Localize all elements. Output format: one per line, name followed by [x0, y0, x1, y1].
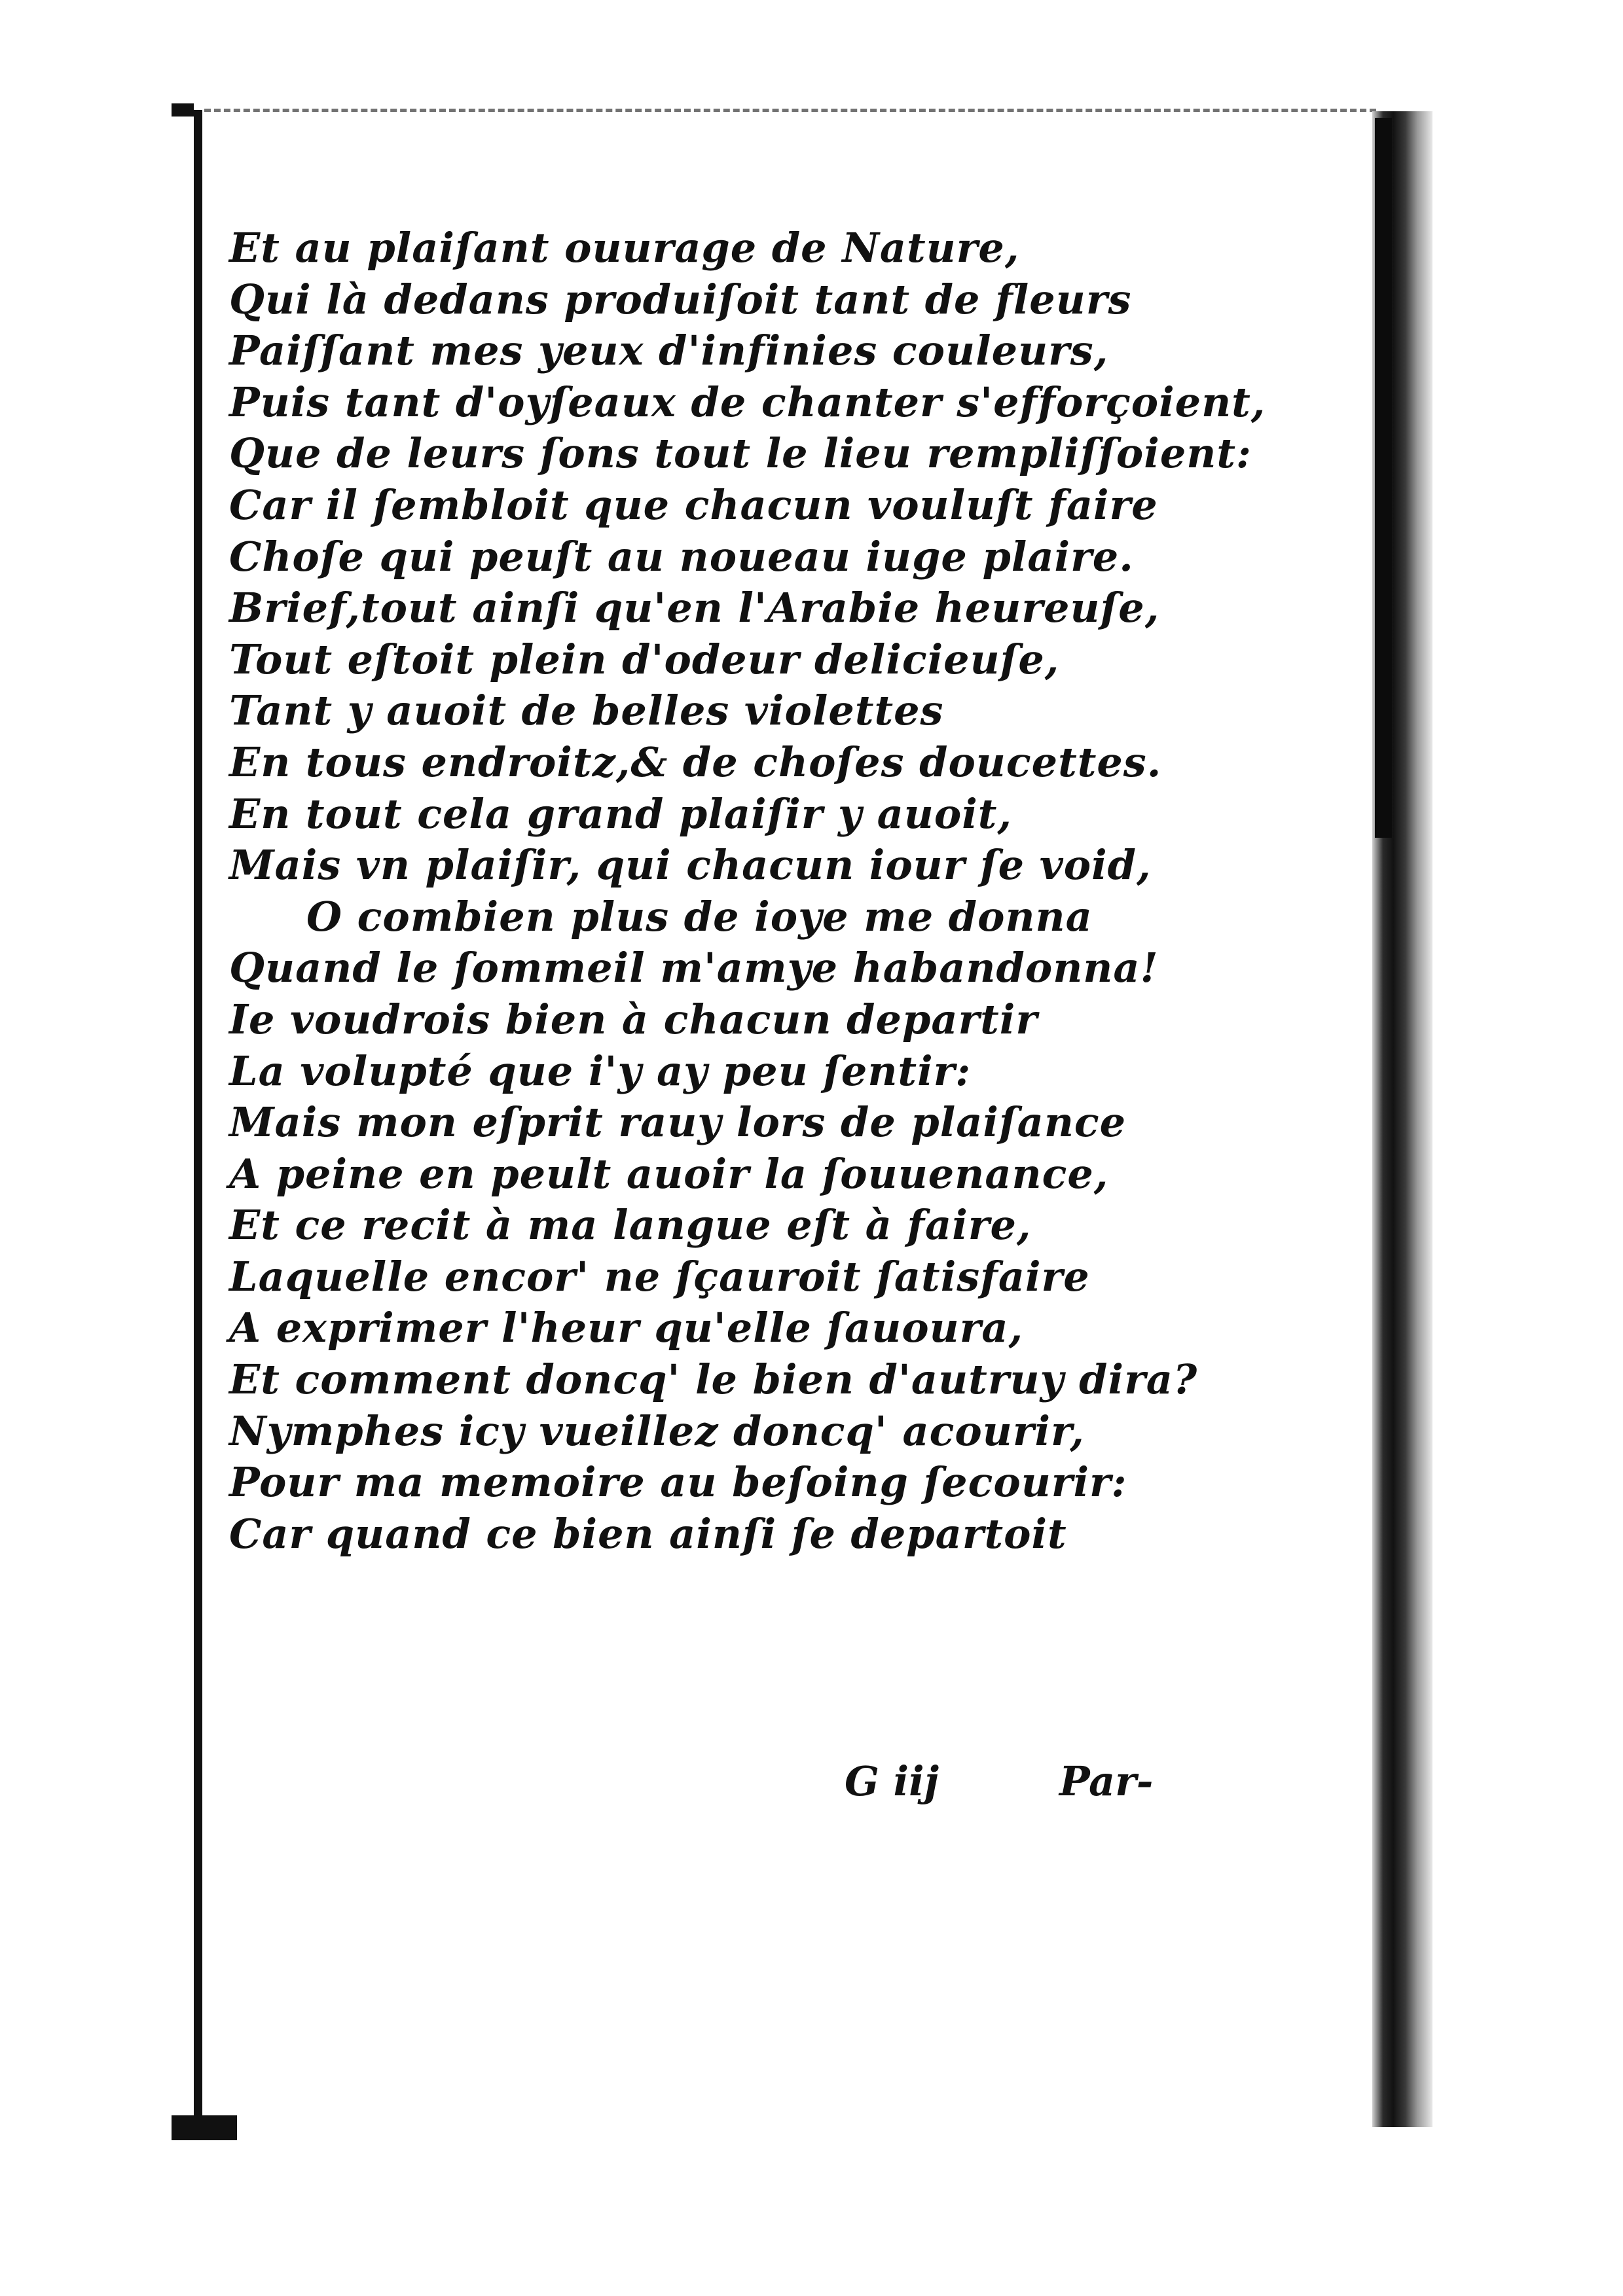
verse-line: A exprimer l'heur qu'elle ſauoura,: [229, 1304, 1024, 1352]
catchword: Par-: [1059, 1757, 1154, 1805]
verse-line: En tous endroitz,& de choſes doucettes.: [229, 738, 1162, 786]
verse-line: Et au plaiſant ouurage de Nature,: [229, 224, 1020, 272]
bottom-left-corner-mark: [172, 2115, 237, 2140]
verse-line-indented: O combien plus de ioye me donna: [306, 892, 1093, 941]
verse-line: Qui là dedans produiſoit tant de fleurs: [229, 275, 1132, 323]
verse-line: Car quand ce bien ainſi ſe departoit: [229, 1509, 1067, 1558]
verse-line: Tout eſtoit plein d'odeur delicieuſe,: [229, 635, 1060, 683]
verse-text-block: [229, 223, 1342, 1560]
top-left-corner-mark: [172, 103, 194, 117]
verse-line: Laquelle encor' ne ſçauroit ſatisfaire: [229, 1252, 1090, 1300]
verse-line: Car il ſembloit que chacun vouluſt faire: [229, 480, 1158, 529]
verse-line: Choſe qui peuſt au noueau iuge plaire.: [229, 532, 1134, 581]
top-border-dashes: [204, 109, 1376, 112]
signature-mark: G iij: [845, 1757, 939, 1805]
verse-line: En tout cela grand plaiſir y auoit,: [229, 789, 1013, 838]
verse-line: Mais mon eſprit rauy lors de plaiſance: [229, 1098, 1127, 1147]
verse-line: Ie voudrois bien à chacun departir: [229, 995, 1038, 1043]
verse-line: Tant y auoit de belles violettes: [229, 687, 944, 735]
verse-line: Et comment doncq' le bien d'autruy dira?: [229, 1355, 1198, 1404]
verse-line: Pour ma memoire au beſoing ſecourir:: [229, 1458, 1127, 1507]
verse-line: Quand le ſommeil m'amye habandonna!: [229, 944, 1159, 992]
verse-line: Mais vn plaiſir, qui chacun iour ſe void,: [229, 841, 1152, 889]
verse-line: Et ce recit à ma langue eſt à faire,: [229, 1201, 1032, 1249]
binding-gutter-edge: [1375, 118, 1392, 838]
verse-line: La volupté que i'y ay peu ſentir:: [229, 1047, 972, 1095]
verse-line: Que de leurs ſons tout le lieu rempliſſoient:: [229, 429, 1252, 478]
verse-line: Puis tant d'oyſeaux de chanter s'efforçoient,: [229, 378, 1266, 426]
page-footer: [0, 1755, 1623, 1808]
verse-line: Nymphes icy vueillez doncq' acourir,: [229, 1407, 1085, 1455]
verse-line: Paiſſant mes yeux d'infinies couleurs,: [229, 327, 1109, 375]
verse-line: A peine en peult auoir la ſouuenance,: [229, 1149, 1109, 1198]
verse-line: Brief,tout ainſi qu'en l'Arabie heureuſe,: [229, 584, 1160, 632]
left-margin-rule: [194, 110, 202, 2136]
